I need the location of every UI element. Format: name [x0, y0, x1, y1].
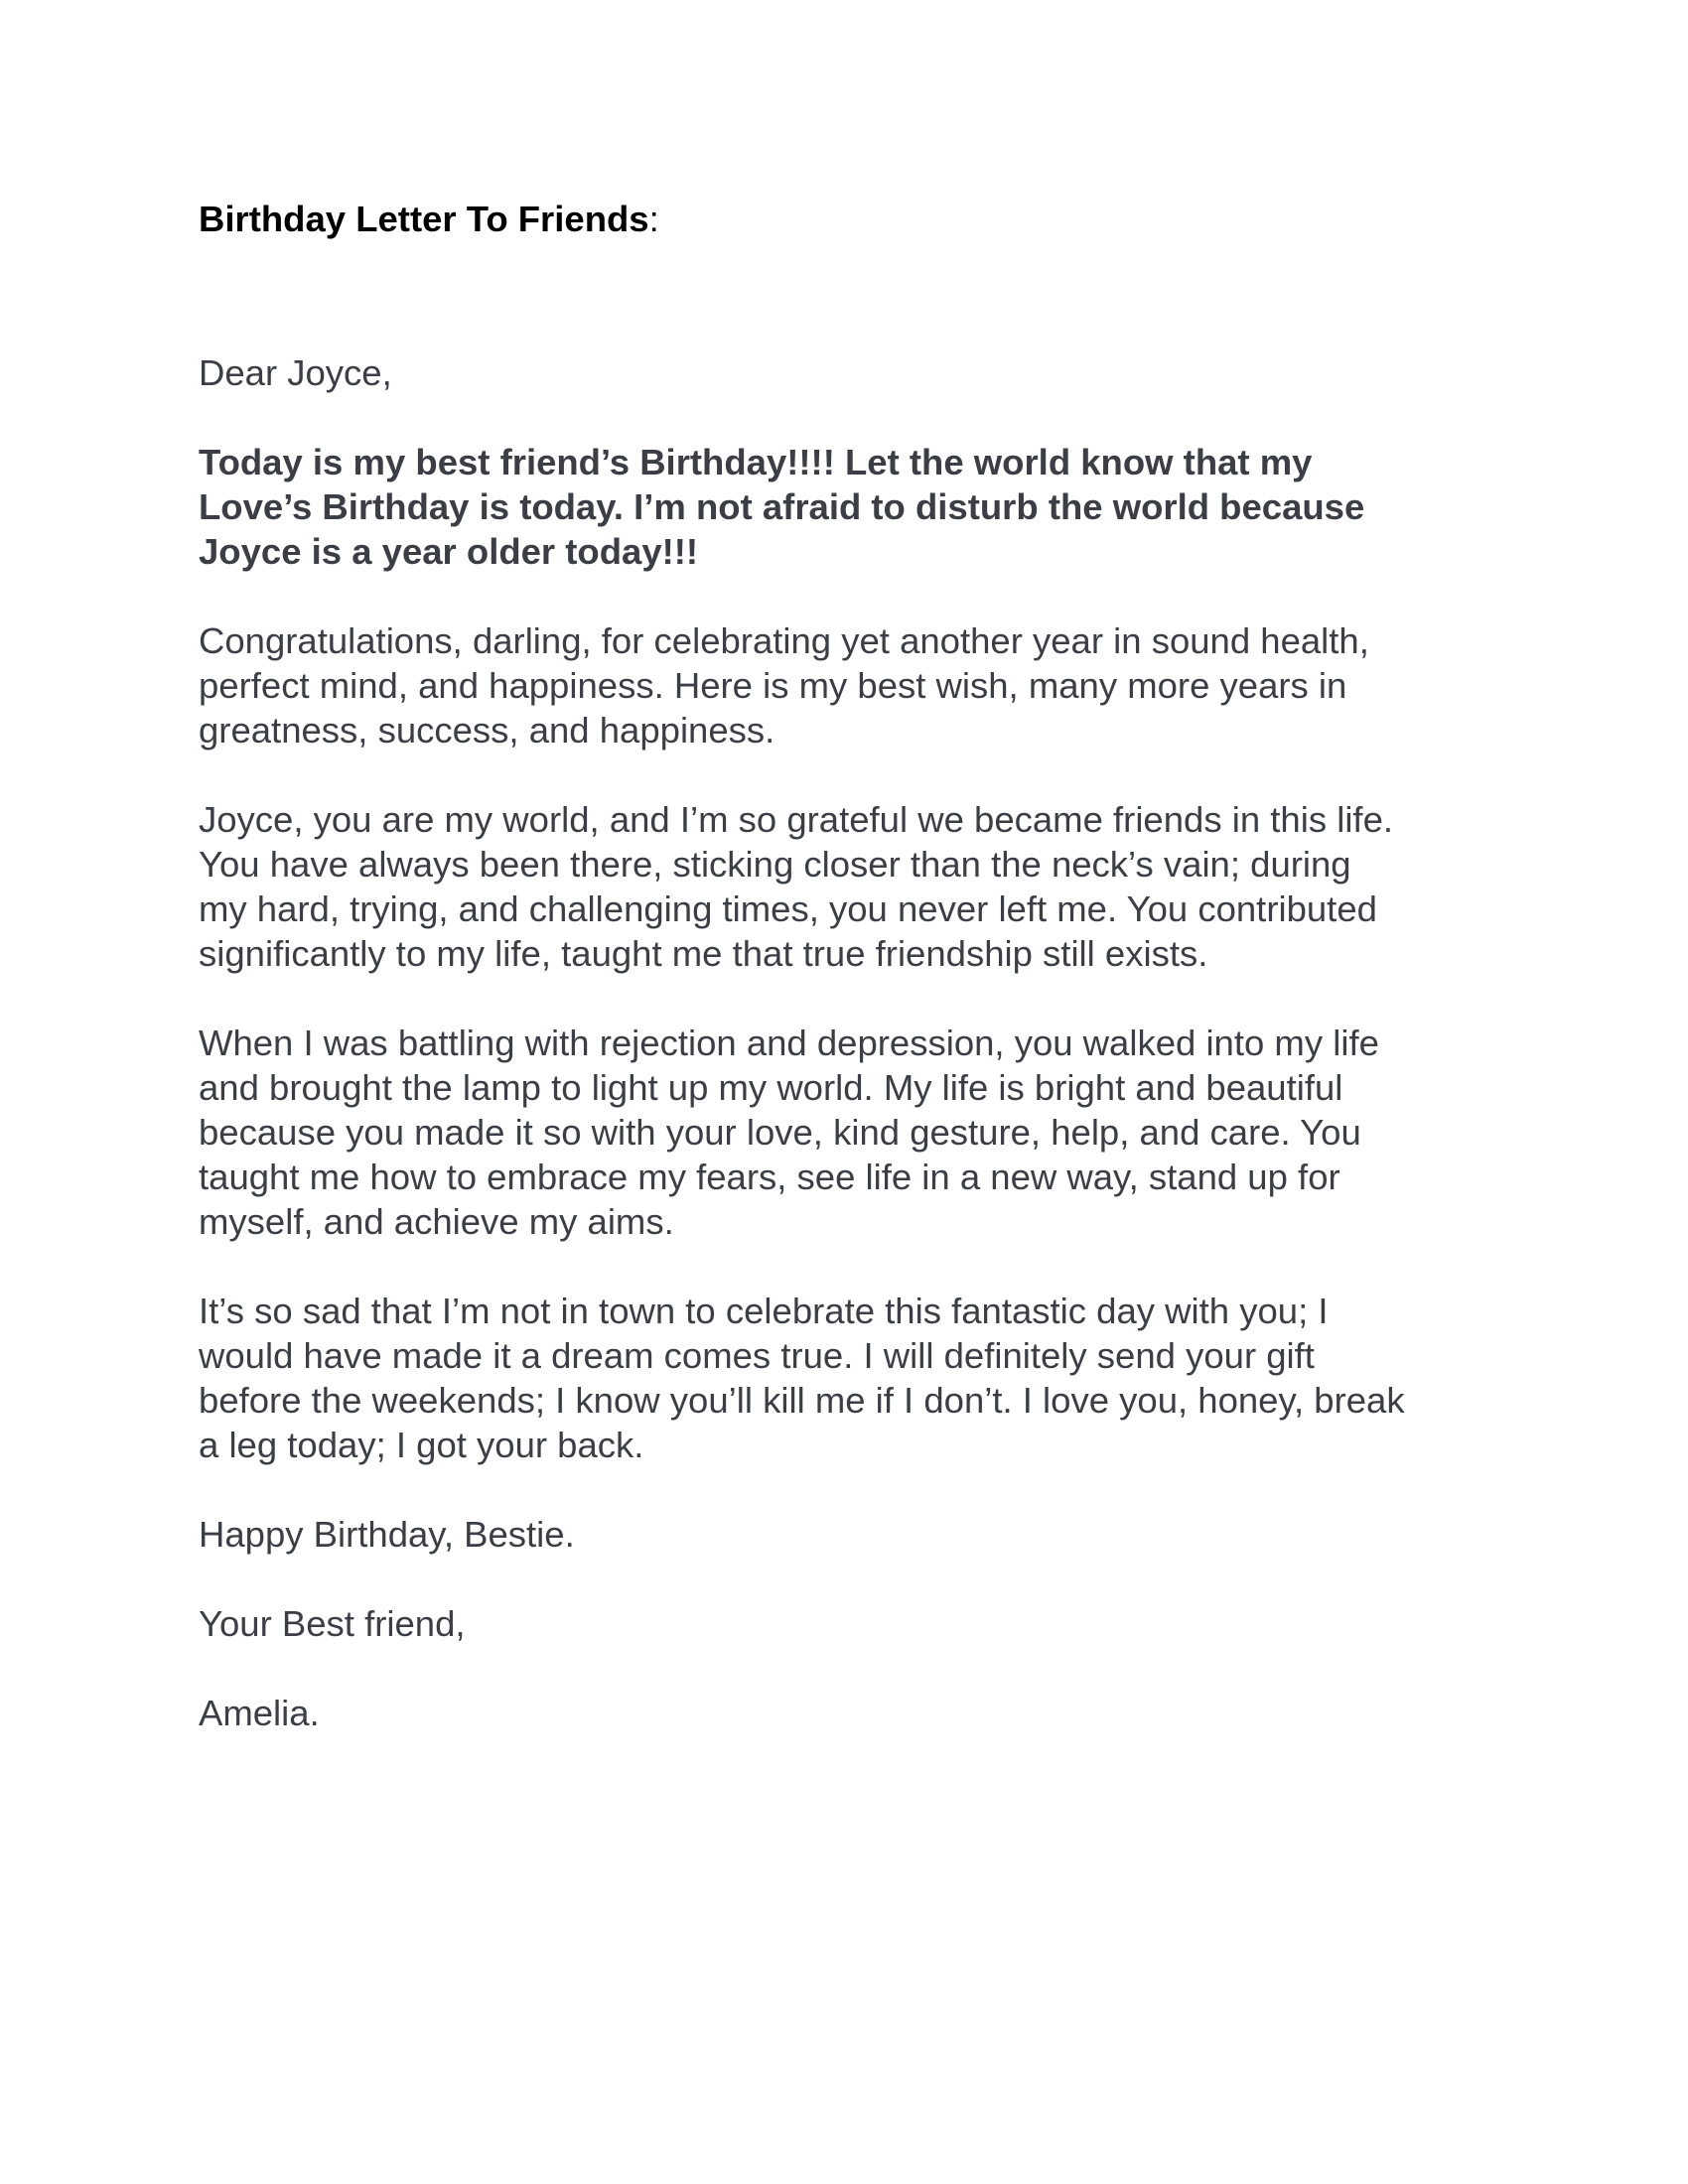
- letter-sign-off: Your Best friend,: [199, 1603, 466, 1644]
- letter-paragraph-intro: Today is my best friend’s Birthday!!!! Let the world know that my Love’s Birthday is today. I’m not afraid to disturb the world because Joyce is a year older today!!!: [199, 442, 1365, 572]
- letter-title-colon: :: [648, 199, 659, 239]
- letter-greeting: Dear Joyce,: [199, 352, 392, 393]
- letter-body: [199, 197, 1499, 1735]
- letter-paragraph: It’s so sad that I’m not in town to celebrate this fantastic day with you; I would have made it a dream comes true. I will definitely send your gift before the weekends; I know you’ll kill me if I don’t. I love you, honey, break a leg today; I got your back.: [199, 1291, 1405, 1465]
- letter-paragraph: Joyce, you are my world, and I’m so grateful we became friends in this life. You have always been there, sticking closer than the neck’s vain; during my hard, trying, and challenging times, you never left me. You contributed significantly to my life, taught me that true friendship still exists.: [199, 799, 1394, 974]
- letter-title: [199, 197, 1499, 241]
- letter-paragraph: Congratulations, darling, for celebrating yet another year in sound health, perfect mind, and happiness. Here is my best wish, many more years in greatness, success, and happiness.: [199, 620, 1369, 751]
- letter-title-text: Birthday Letter To Friends: [199, 199, 649, 239]
- letter-closing-wish: Happy Birthday, Bestie.: [199, 1514, 575, 1555]
- letter-signature: Amelia.: [199, 1693, 320, 1733]
- letter-paragraph: When I was battling with rejection and depression, you walked into my life and brought the lamp to light up my world. My life is bright and beautiful because you made it so with your love, kind gesture, help, and care. You taught me how to embrace my fears, see life in a new way, stand up for myself, and achieve my aims.: [199, 1023, 1379, 1242]
